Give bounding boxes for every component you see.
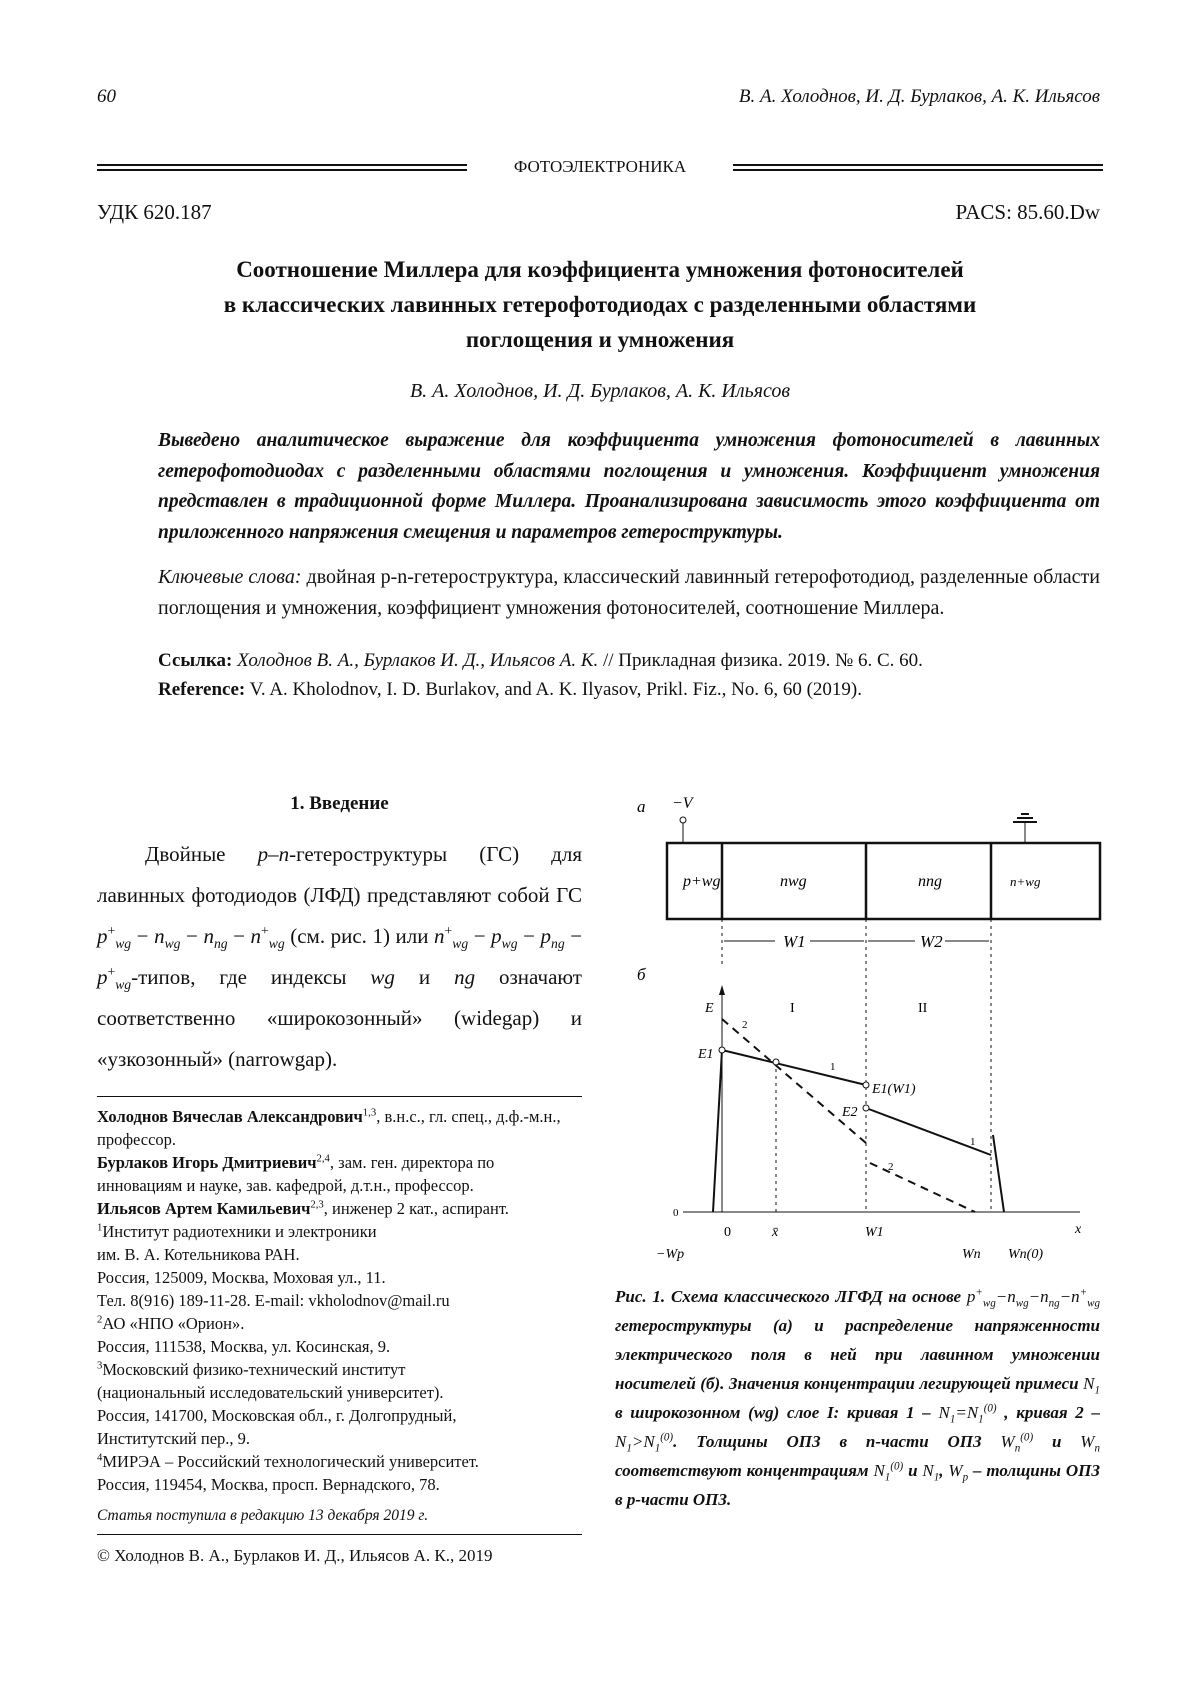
text: (см. рис. 1) или [285, 924, 434, 948]
title-line: поглощения и умножения [97, 322, 1103, 357]
w2-label: W2 [920, 932, 943, 951]
text: и [395, 965, 454, 989]
divider [97, 1534, 582, 1535]
tick-label: −Wp [656, 1247, 684, 1262]
text: и [903, 1461, 922, 1480]
authors: В. А. Холоднов, И. Д. Бурлаков, А. К. Ильясов [97, 380, 1103, 403]
curve-label: 2 [742, 1019, 748, 1031]
citation-ru-rest: // Прикладная физика. 2019. № 6. С. 60. [598, 650, 923, 671]
running-header: В. А. Холоднов, И. Д. Бурлаков, А. К. Ильясов [739, 86, 1100, 108]
region-1-label: I [790, 1001, 795, 1016]
sup: 4 [97, 1452, 102, 1464]
keywords-text: двойная p-n-гетероструктура, классический лавинный гетерофотодиод, разделенные области поглощения и умножения, коэффициент умножения фотоносителей, соотношение Миллера. [158, 566, 1100, 619]
markers [719, 1047, 869, 1111]
text: . Толщины ОПЗ в n-части ОПЗ [673, 1432, 1000, 1451]
layer-label: nng [918, 873, 942, 890]
curve-1 [713, 1050, 1004, 1212]
citation [158, 646, 1100, 704]
w1-label: W1 [783, 932, 806, 951]
text: Двойные [145, 842, 258, 866]
pacs: PACS: 85.60.Dw [955, 200, 1100, 225]
curve-label: 1 [830, 1061, 836, 1073]
section-rule-left [97, 164, 467, 171]
tick-label: 0 [724, 1225, 731, 1240]
paper-title [97, 252, 1103, 357]
sup: 2,4 [317, 1153, 330, 1165]
text: Россия, 119454, Москва, просп. Вернадского, 78. [97, 1473, 582, 1496]
voltage-label: −V [672, 795, 695, 812]
section-rule-right [733, 164, 1103, 171]
front-matter [158, 426, 1100, 704]
paper-page [0, 0, 1200, 1698]
layer-label: p+wg [682, 873, 720, 890]
text: , инженер 2 кат., аспирант. [324, 1199, 509, 1218]
text: гетероструктуры (а) и распределение напряженности электрического поля в ней при лавинном умножении носителей (б). Значения концентрации легирующей примеси [615, 1316, 1100, 1393]
region-2-label: II [918, 1001, 928, 1016]
text: Схема классического ЛГФД на основе [665, 1287, 967, 1306]
tick-label: x̄ [771, 1225, 779, 1240]
sup: 2,3 [310, 1199, 323, 1211]
title-line: Соотношение Миллера для коэффициента умножения фотоносителей [97, 252, 1103, 287]
text: -типов, где индексы [131, 965, 370, 989]
page-number: 60 [97, 86, 116, 108]
text: соответствуют концентрациям [615, 1461, 873, 1480]
zero-label: 0 [673, 1207, 679, 1219]
citation-ru-label: Ссылка: [158, 650, 232, 671]
abstract: Выведено аналитическое выражение для коэффициента умножения фотоносителей в лавинных гетерофотодиодах с разделенными областями поглощения и умножения. Коэффициент умножения представлен в традиционной форме Миллера. Проанализирована зависимость этого коэффициента от приложенного напряжения смещения и параметров гетероструктуры. [158, 426, 1100, 548]
keywords-label: Ключевые слова: [158, 566, 301, 588]
divider [97, 1096, 582, 1097]
udk: УДК 620.187 [97, 200, 212, 225]
text: Россия, 125009, Москва, Моховая ул., 11. [97, 1266, 582, 1289]
citation-en-label: Reference: [158, 679, 245, 700]
e1w1-label: E1(W1) [871, 1082, 916, 1097]
e-label: E [704, 1001, 714, 1016]
author-name: Бурлаков Игорь Дмитриевич [97, 1153, 317, 1172]
text: , в.н.с., гл. спец., д.ф.-м.н., профессор. [97, 1107, 561, 1149]
left-column [97, 792, 582, 1567]
text: , зам. ген. директора по инновациям и науке, зав. кафедрой, д.т.н., профессор. [97, 1153, 494, 1195]
figure-1 [600, 790, 1120, 1270]
intro-paragraph: Двойные p–n-гетероструктуры (ГС) для лавинных фотодиодов (ЛФД) представляют собой ГС p+wg − nwg − nng − n+wg (см. рис. 1) или n+wg − pwg − png − p+wg-типов, где индексы wg и ng означают соответственно «широкозонный» (widegap) и «узкозонный» (narrowgap). [97, 834, 582, 1080]
curve-label: 2 [888, 1161, 894, 1173]
tick-label: Wn [962, 1247, 981, 1262]
text: и [1033, 1432, 1080, 1451]
author-name: Холоднов Вячеслав Александрович [97, 1107, 363, 1126]
e1-label: E1 [697, 1047, 714, 1062]
author-info [97, 1105, 582, 1496]
axis-arrow-icon [719, 985, 725, 995]
text: Россия, 111538, Москва, ул. Косинская, 9. [97, 1335, 582, 1358]
text: Московский физико-технический институт [102, 1360, 405, 1379]
citation-ru-authors: Холоднов В. А., Бурлаков И. Д., Ильясов А. К. [232, 650, 598, 671]
sup: 1,3 [363, 1107, 376, 1119]
text: в широкозонном (wg) слое I: кривая 1 – [615, 1403, 938, 1422]
received-date: Статья поступила в редакцию 13 декабря 2019 г. [97, 1506, 582, 1526]
tick-label: W1 [865, 1225, 884, 1240]
text: означают соответственно «широкозонный» (widegap) и «узкозонный» (narrowgap). [97, 965, 582, 1071]
text: , [939, 1461, 948, 1480]
layer-label: n+wg [1010, 874, 1041, 889]
text: АО «НПО «Орион». [102, 1314, 244, 1333]
text: Россия, 141700, Московская обл., г. Долгопрудный, [97, 1404, 582, 1427]
keywords [158, 562, 1100, 624]
text: – толщины ОПЗ в p-части ОПЗ. [615, 1461, 1100, 1509]
fig-label-a: а [637, 797, 646, 816]
guide-lines [722, 919, 991, 1212]
sup: 3 [97, 1360, 102, 1372]
sup: 2 [97, 1314, 102, 1326]
text: МИРЭА – Российский технологический университет. [102, 1452, 479, 1471]
figure-caption: Рис. 1. Схема классического ЛГФД на основе p+wg−nwg−nng−n+wg гетероструктуры (а) и распределение напряженности электрического поля в ней при лавинном умножении носителей (б). Значения концентрации легирующей примеси N1 в широкозонном (wg) слое I: кривая 1 – N1=N1(0) , кривая 2 – N1>N1(0). Толщины ОПЗ в n-части ОПЗ Wn(0) и Wn соответствуют концентрациям N1(0) и N1, Wp – толщины ОПЗ в p-части ОПЗ. [615, 1282, 1100, 1514]
layer-label: nwg [780, 873, 807, 890]
copyright: © Холоднов В. А., Бурлаков И. Д., Ильясов А. К., 2019 [97, 1545, 582, 1567]
citation-en-text: V. A. Kholodnov, I. D. Burlakov, and A. K. Ilyasov, Prikl. Fiz., No. 6, 60 (2019). [245, 679, 862, 700]
x-axis-label: x [1074, 1222, 1082, 1237]
sup: 1 [97, 1222, 102, 1234]
text: им. В. А. Котельникова РАН. [97, 1243, 582, 1266]
text: Институтский пер., 9. [97, 1427, 582, 1450]
curve-label: 1 [970, 1136, 976, 1148]
section-heading: 1. Введение [97, 792, 582, 816]
section-title: ФОТОЭЛЕКТРОНИКА [467, 157, 733, 177]
text: Тел. 8(916) 189-11-28. E-mail: vkholodnov@mail.ru [97, 1289, 582, 1312]
text: (национальный исследовательский университет). [97, 1381, 582, 1404]
layer-dividers [722, 843, 991, 919]
terminal-icon [680, 817, 686, 823]
author-name: Ильясов Артем Камильевич [97, 1199, 310, 1218]
text: Институт радиотехники и электроники [102, 1222, 376, 1241]
ground-icon [1013, 814, 1037, 843]
caption-label: Рис. 1. [615, 1287, 665, 1306]
title-line: в классических лавинных гетерофотодиодах с разделенными областями [97, 287, 1103, 322]
text: -гетероструктуры (ГС) для лавинных фотодиодов (ЛФД) представляют собой ГС [97, 842, 582, 907]
e2-label: E2 [841, 1105, 858, 1120]
text: , кривая 2 – [997, 1403, 1100, 1422]
fig-label-b: б [637, 965, 646, 984]
tick-label: Wn(0) [1008, 1247, 1043, 1262]
